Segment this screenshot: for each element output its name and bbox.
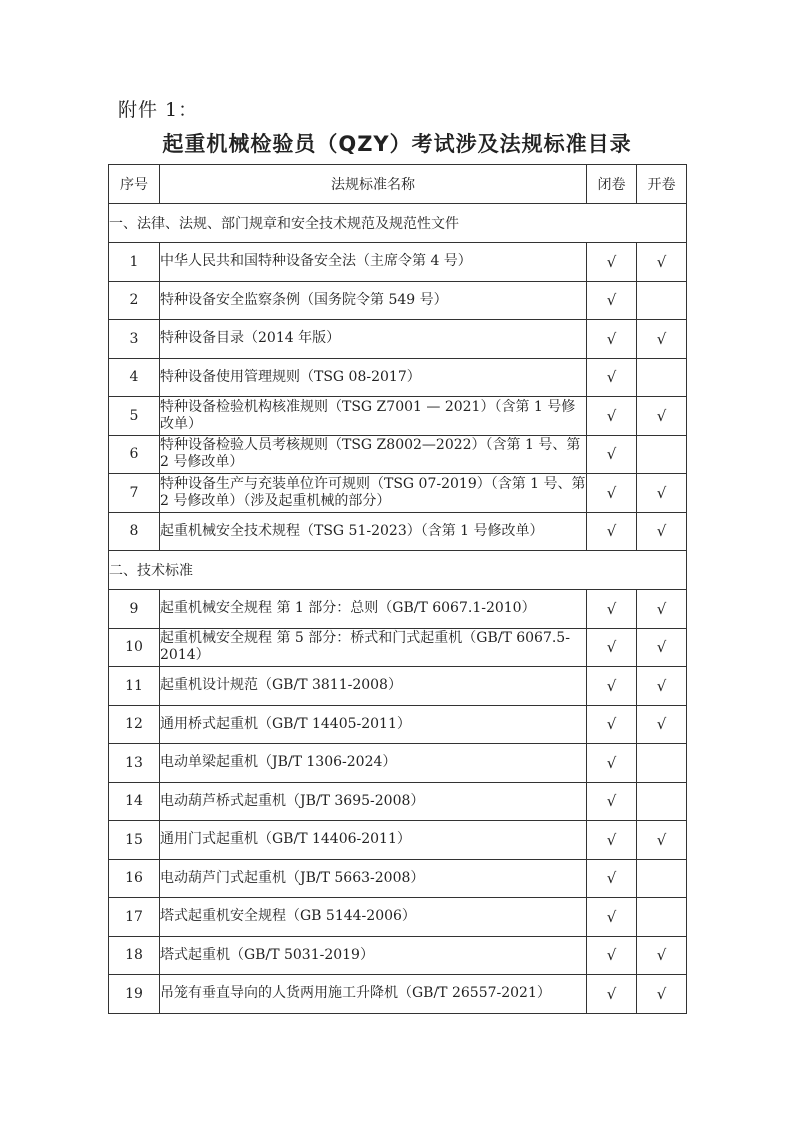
- row-number: 13: [109, 744, 160, 783]
- table-row: [109, 782, 687, 821]
- row-number: 15: [109, 821, 160, 860]
- closed-book-mark: √: [587, 975, 637, 1014]
- regulation-name: 起重机设计规范（GB/T 3811-2008）: [160, 667, 587, 706]
- table-row: [109, 281, 687, 320]
- table-row: [109, 320, 687, 359]
- open-book-mark: √: [637, 320, 687, 359]
- table-row: [109, 821, 687, 860]
- open-book-mark: √: [637, 936, 687, 975]
- regulation-name: 通用门式起重机（GB/T 14406-2011）: [160, 821, 587, 860]
- regulation-name: 特种设备目录（2014 年版）: [160, 320, 587, 359]
- regulation-name: 中华人民共和国特种设备安全法（主席令第 4 号）: [160, 243, 587, 282]
- closed-book-mark: √: [587, 667, 637, 706]
- closed-book-mark: √: [587, 281, 637, 320]
- table-row: [109, 628, 687, 667]
- table-row: [109, 898, 687, 937]
- table-row: [109, 859, 687, 898]
- row-number: 11: [109, 667, 160, 706]
- open-book-mark: √: [637, 821, 687, 860]
- open-book-mark: √: [637, 512, 687, 551]
- open-book-mark: [637, 744, 687, 783]
- closed-book-mark: √: [587, 435, 637, 474]
- row-number: 10: [109, 628, 160, 667]
- table-row: [109, 590, 687, 629]
- closed-book-mark: √: [587, 936, 637, 975]
- closed-book-mark: √: [587, 320, 637, 359]
- closed-book-mark: √: [587, 243, 637, 282]
- regulation-name: 塔式起重机安全规程（GB 5144-2006）: [160, 898, 587, 937]
- table-row: [109, 397, 687, 436]
- regulation-name: 电动葫芦桥式起重机（JB/T 3695-2008）: [160, 782, 587, 821]
- regulation-name: 吊笼有垂直导向的人货两用施工升降机（GB/T 26557-2021）: [160, 975, 587, 1014]
- open-book-mark: √: [637, 975, 687, 1014]
- section-row: [109, 551, 687, 590]
- row-number: 8: [109, 512, 160, 551]
- section-row: [109, 204, 687, 243]
- table-row: [109, 435, 687, 474]
- open-book-mark: [637, 898, 687, 937]
- regulation-name: 通用桥式起重机（GB/T 14405-2011）: [160, 705, 587, 744]
- closed-book-mark: √: [587, 628, 637, 667]
- open-book-mark: [637, 281, 687, 320]
- regulation-name: 特种设备生产与充装单位许可规则（TSG 07-2019）（含第 1 号、第 2 号修改单）（涉及起重机械的部分）: [160, 474, 587, 513]
- closed-book-mark: √: [587, 898, 637, 937]
- open-book-mark: √: [637, 243, 687, 282]
- table-row: [109, 358, 687, 397]
- row-number: 7: [109, 474, 160, 513]
- row-number: 5: [109, 397, 160, 436]
- regulation-name: 特种设备使用管理规则（TSG 08-2017）: [160, 358, 587, 397]
- regulation-name: 起重机械安全规程 第 1 部分：总则（GB/T 6067.1-2010）: [160, 590, 587, 629]
- row-number: 4: [109, 358, 160, 397]
- row-number: 6: [109, 435, 160, 474]
- section-label: 二、技术标准: [109, 551, 687, 590]
- closed-book-mark: √: [587, 397, 637, 436]
- open-book-mark: √: [637, 628, 687, 667]
- regulation-name: 电动单梁起重机（JB/T 1306-2024）: [160, 744, 587, 783]
- table-row: [109, 705, 687, 744]
- table-body: [109, 204, 687, 1014]
- regulation-name: 起重机械安全规程 第 5 部分：桥式和门式起重机（GB/T 6067.5-2014）: [160, 628, 587, 667]
- row-number: 2: [109, 281, 160, 320]
- table-header-row: [109, 165, 687, 204]
- table-row: [109, 512, 687, 551]
- open-book-mark: [637, 859, 687, 898]
- row-number: 12: [109, 705, 160, 744]
- regulation-name: 特种设备安全监察条例（国务院令第 549 号）: [160, 281, 587, 320]
- row-number: 3: [109, 320, 160, 359]
- row-number: 17: [109, 898, 160, 937]
- table-row: [109, 936, 687, 975]
- row-number: 19: [109, 975, 160, 1014]
- open-book-mark: √: [637, 590, 687, 629]
- attachment-label: 附件 1：: [118, 99, 199, 121]
- closed-book-mark: √: [587, 512, 637, 551]
- open-book-mark: [637, 358, 687, 397]
- row-number: 9: [109, 590, 160, 629]
- table-row: [109, 243, 687, 282]
- open-book-mark: [637, 782, 687, 821]
- row-number: 16: [109, 859, 160, 898]
- closed-book-mark: √: [587, 705, 637, 744]
- open-book-mark: √: [637, 474, 687, 513]
- closed-book-mark: √: [587, 782, 637, 821]
- table-row: [109, 975, 687, 1014]
- row-number: 18: [109, 936, 160, 975]
- table-row: [109, 474, 687, 513]
- row-number: 14: [109, 782, 160, 821]
- table-row: [109, 744, 687, 783]
- regulation-name: 特种设备检验人员考核规则（TSG Z8002—2022）（含第 1 号、第 2 号修改单）: [160, 435, 587, 474]
- header-name: 法规标准名称: [160, 165, 587, 204]
- header-open-book: 开卷: [637, 165, 687, 204]
- document-title: 起重机械检验员（QZY）考试涉及法规标准目录: [162, 132, 632, 156]
- section-label: 一、法律、法规、部门规章和安全技术规范及规范性文件: [109, 204, 687, 243]
- open-book-mark: √: [637, 667, 687, 706]
- open-book-mark: [637, 435, 687, 474]
- regulation-name: 特种设备检验机构核准规则（TSG Z7001 — 2021）（含第 1 号修改单）: [160, 397, 587, 436]
- regulation-name: 塔式起重机（GB/T 5031-2019）: [160, 936, 587, 975]
- closed-book-mark: √: [587, 821, 637, 860]
- open-book-mark: √: [637, 705, 687, 744]
- closed-book-mark: √: [587, 474, 637, 513]
- regulation-name: 起重机械安全技术规程（TSG 51-2023）（含第 1 号修改单）: [160, 512, 587, 551]
- closed-book-mark: √: [587, 859, 637, 898]
- regulations-table: [108, 164, 687, 1014]
- table-row: [109, 667, 687, 706]
- row-number: 1: [109, 243, 160, 282]
- open-book-mark: √: [637, 397, 687, 436]
- regulation-name: 电动葫芦门式起重机（JB/T 5663-2008）: [160, 859, 587, 898]
- closed-book-mark: √: [587, 744, 637, 783]
- closed-book-mark: √: [587, 358, 637, 397]
- header-closed-book: 闭卷: [587, 165, 637, 204]
- header-no: 序号: [109, 165, 160, 204]
- closed-book-mark: √: [587, 590, 637, 629]
